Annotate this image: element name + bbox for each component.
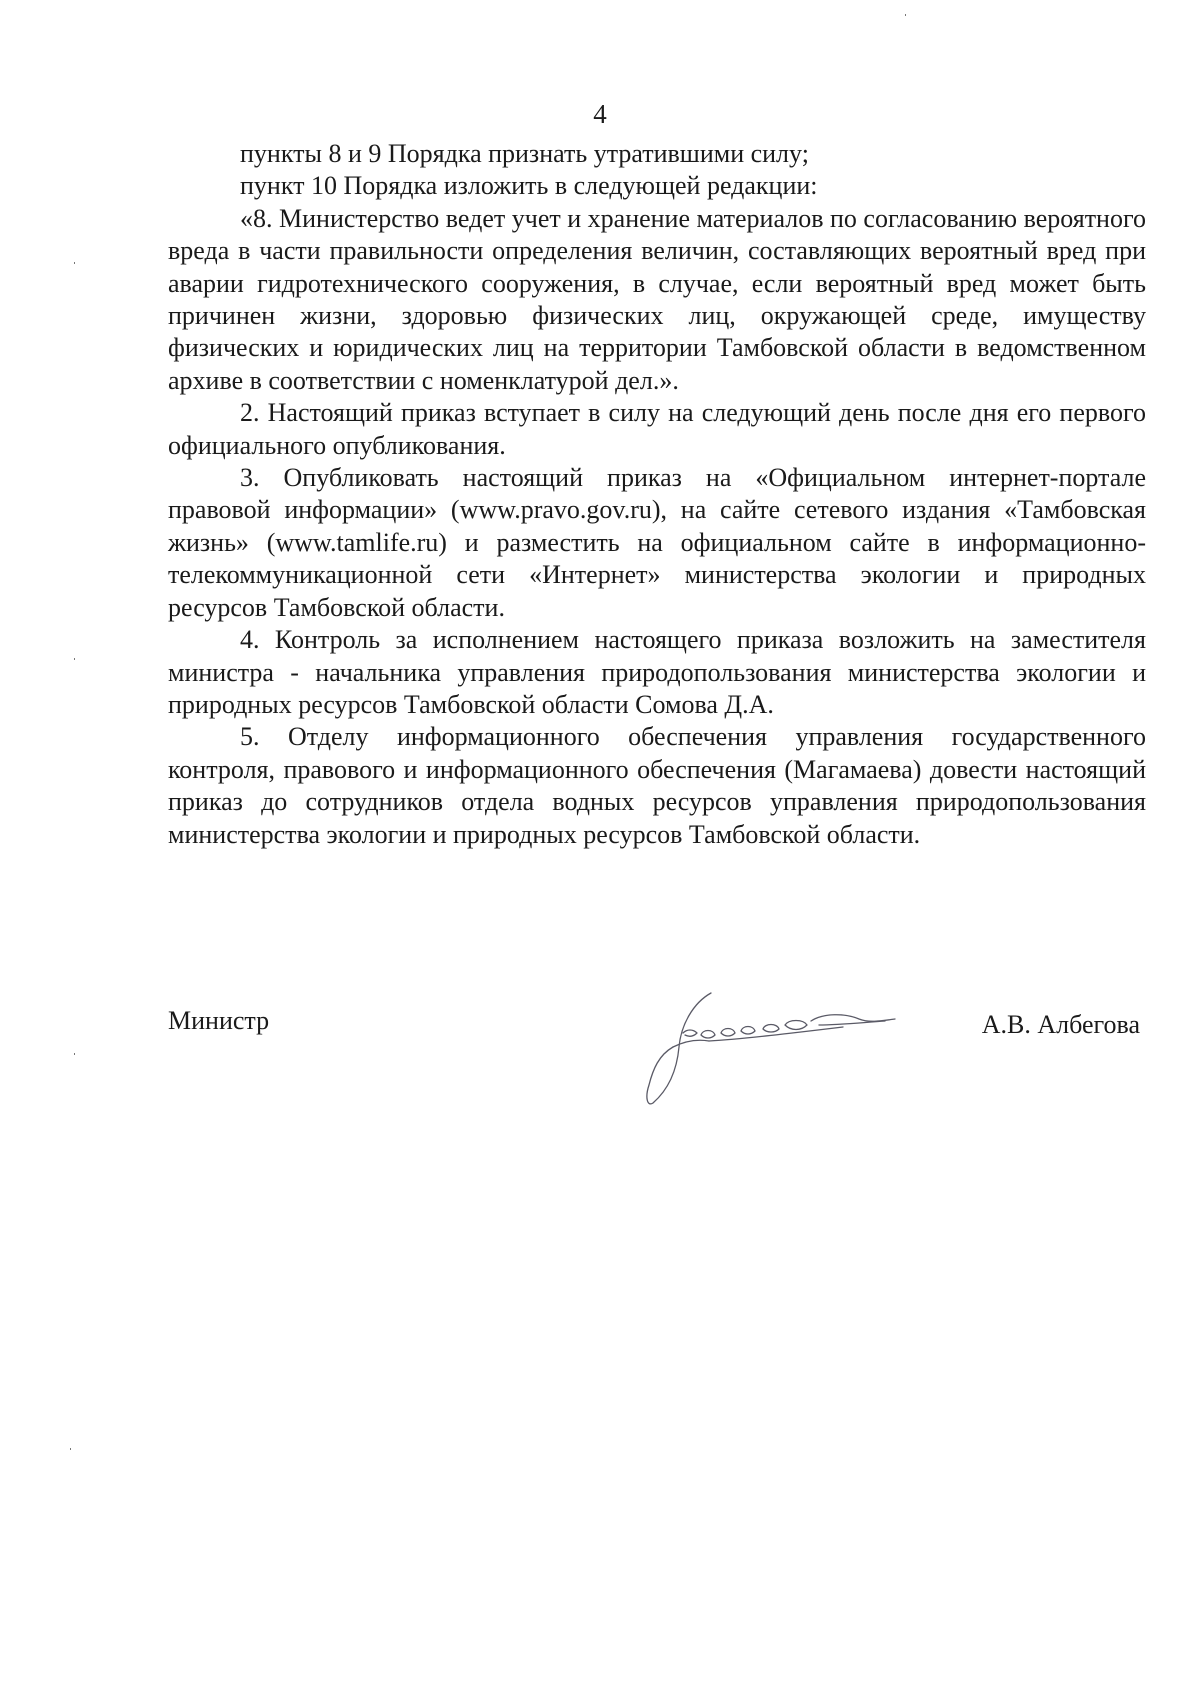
page-number: 4 — [593, 99, 607, 129]
scan-speck — [70, 1448, 71, 1450]
paragraph-point-10-intro: пункт 10 Порядка изложить в следующей редакции: — [240, 171, 818, 201]
paragraph-item-4-control: 4. Контроль за исполнением настоящего приказа возложить на заместителя министра - начальника управления природопользования министерства экологии и природных ресурсов Тамбовской области Сомова Д.А. — [168, 625, 1146, 719]
scan-speck — [74, 658, 75, 660]
handwritten-signature — [623, 985, 923, 1115]
signer-position: Министр — [168, 1006, 270, 1035]
paragraph-item-3-publication: 3. Опубликовать настоящий приказ на «Официальном интернет-портале правовой информации» (www.pravo.gov.ru), на сайте сетевого издания «Тамбовская жизнь» (www.tamlife.ru) и разместить на официальном сайте в информационно-телекоммуникационной сети «Интернет» министерства экологии и природных ресурсов Тамбовской области. — [168, 463, 1146, 622]
paragraph-item-5-notification: 5. Отделу информационного обеспечения управления государственного контроля, правового и информационного обеспечения (Магамаева) довести настоящий приказ до сотрудников отдела водных ресурсов управления природопользования министерства экологии и природных ресурсов Тамбовской области. — [168, 722, 1146, 849]
paragraph-point-8-text: «8. Министерство ведет учет и хранение материалов по согласованию вероятного вреда в части правильности определения величин, составляющих вероятный вред при аварии гидротехнического сооружения, в случае, если вероятный вред может быть причинен жизни, здоровью физических лиц, окружающей среде, имуществу физических и юридических лиц на территории Тамбовской области в ведомственном архиве в соответствии с номенклатурой дел.». — [168, 203, 1146, 395]
signer-name: А.В. Албегова — [981, 1010, 1140, 1039]
scan-speck — [74, 262, 75, 264]
scan-speck — [74, 1053, 75, 1055]
paragraph-repeal-points: пункты 8 и 9 Порядка признать утратившими силу; — [240, 139, 809, 168]
signature-block — [168, 1005, 1146, 1125]
document-body — [168, 138, 1146, 851]
scan-speck — [905, 14, 906, 16]
paragraph-item-2-effective-date: 2. Настоящий приказ вступает в силу на следующий день после дня его первого официального опубликования. — [168, 398, 1146, 460]
